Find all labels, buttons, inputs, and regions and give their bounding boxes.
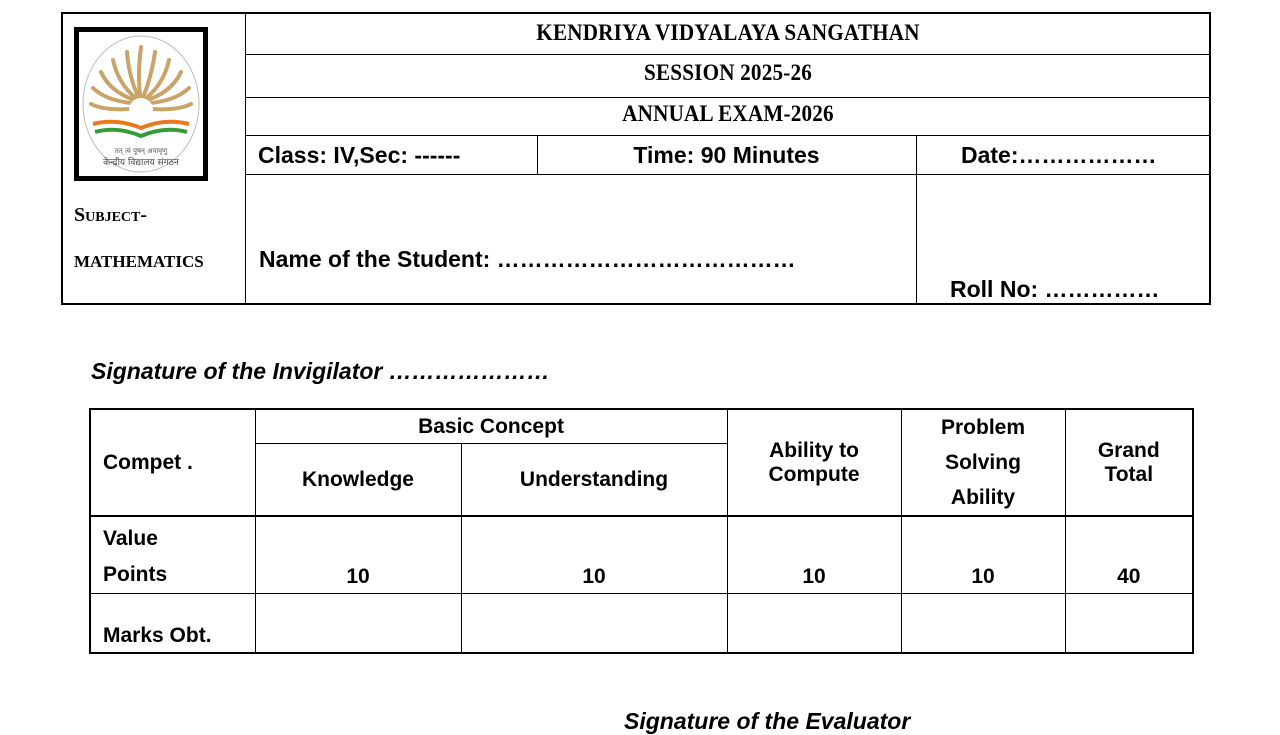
organization-title: KENDRIYA VIDYALAYA SANGATHAN <box>536 20 920 45</box>
problem-solving-header: Problem Solving Ability <box>901 409 1065 516</box>
exam-header-block <box>61 12 1211 305</box>
marks-obtained-problem-solving-cell[interactable] <box>901 594 1065 653</box>
value-points-problem-solving: 10 <box>901 516 1065 594</box>
subject-value: MATHEMATICS <box>74 252 204 271</box>
ability-to-compute-header: Ability to Compute <box>727 409 901 516</box>
value-points-knowledge: 10 <box>255 516 461 594</box>
divider <box>245 54 1211 55</box>
value-points-understanding: 10 <box>461 516 727 594</box>
compet-header: Compet . <box>90 409 255 516</box>
knowledge-header: Knowledge <box>255 444 461 516</box>
class-section-field[interactable]: Class: IV,Sec: ------ <box>258 142 461 168</box>
understanding-header: Understanding <box>461 444 727 516</box>
value-points-grand-total: 40 <box>1065 516 1193 594</box>
session-title: SESSION 2025-26 <box>644 60 812 85</box>
marks-obtained-label: Marks Obt. <box>90 594 255 653</box>
roll-no-field[interactable]: Roll No: …………… <box>950 276 1160 302</box>
divider <box>245 174 1211 175</box>
kvs-logo <box>74 27 208 181</box>
exam-title: ANNUAL EXAM-2026 <box>622 101 834 126</box>
divider <box>245 97 1211 98</box>
value-points-compute: 10 <box>727 516 901 594</box>
student-name-field[interactable]: Name of the Student: ………………………………… <box>259 246 796 272</box>
divider <box>245 135 1211 136</box>
grand-total-header: Grand Total <box>1065 409 1193 516</box>
time-label: Time: 90 Minutes <box>633 142 820 168</box>
value-points-label <box>90 516 255 594</box>
marks-obtained-understanding-cell[interactable] <box>461 594 727 653</box>
basic-concept-header: Basic Concept <box>255 409 727 444</box>
invigilator-signature-field[interactable]: Signature of the Invigilator ………………… <box>91 358 550 384</box>
value-points-label-line2: Points <box>103 563 168 586</box>
value-points-label-line1: Value <box>103 527 158 550</box>
svg-text:तत् त्वं पूषन् अपावृणु: तत् त्वं पूषन् अपावृणु <box>114 147 168 155</box>
marks-obtained-grand-total-cell[interactable] <box>1065 594 1193 653</box>
date-field[interactable]: Date:……………… <box>961 142 1157 168</box>
svg-text:केन्द्रीय विद्यालय संगठन: केन्द्रीय विद्यालय संगठन <box>103 158 179 168</box>
evaluator-signature-field[interactable]: Signature of the Evaluator <box>624 708 911 734</box>
marks-obtained-compute-cell[interactable] <box>727 594 901 653</box>
marks-table <box>89 408 1194 654</box>
marks-obtained-knowledge-cell[interactable] <box>255 594 461 653</box>
kvs-logo-icon <box>79 32 203 176</box>
divider <box>245 14 246 305</box>
divider <box>916 135 917 305</box>
subject-label: Subject- <box>74 204 148 226</box>
